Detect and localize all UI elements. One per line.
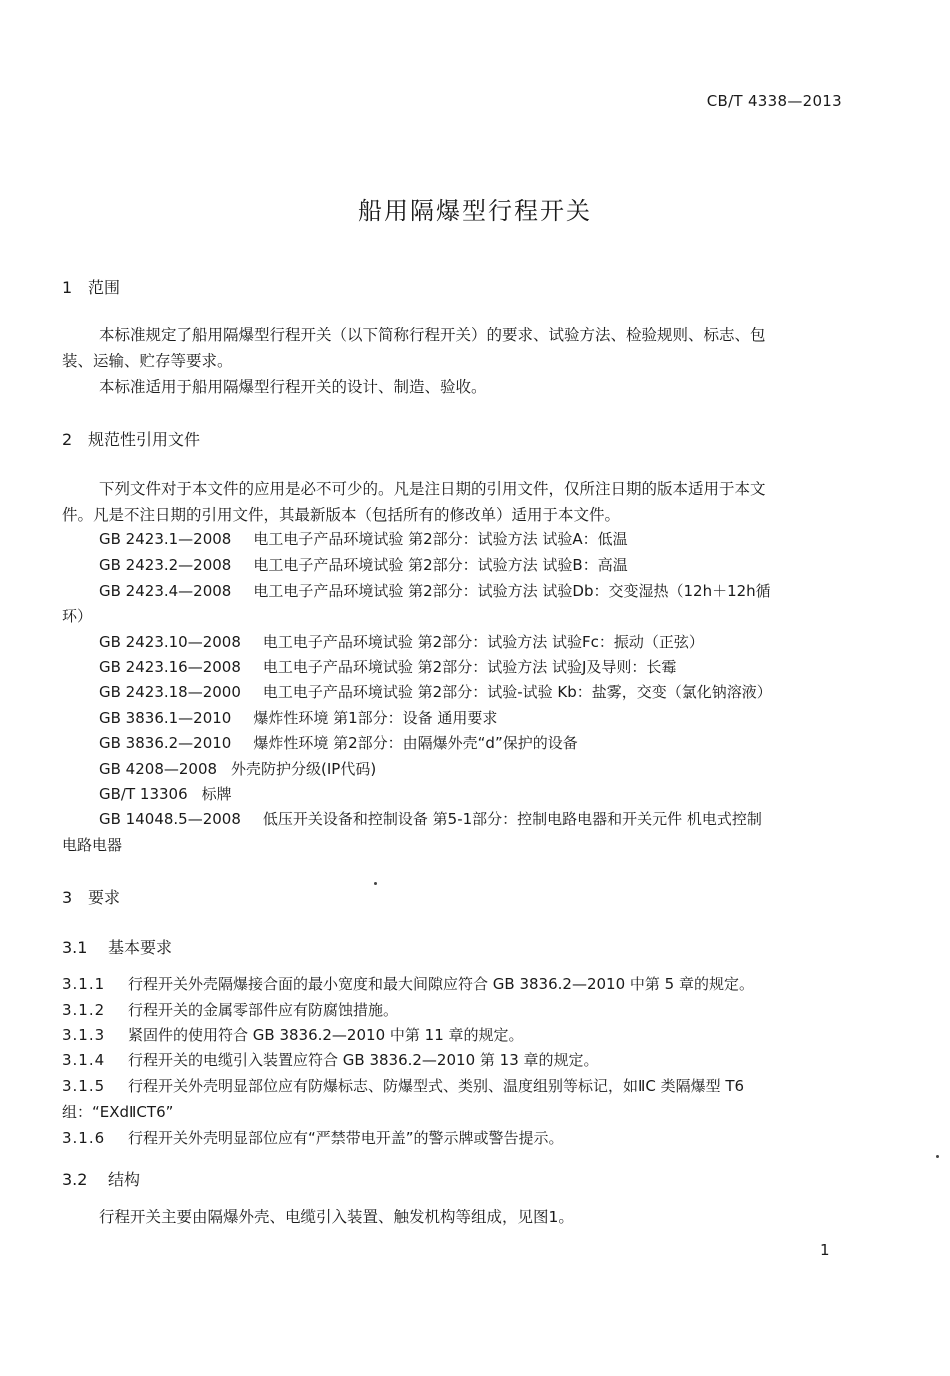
reference-item [99, 808, 762, 829]
reference-item [99, 528, 628, 549]
section-number: 1 [62, 278, 73, 297]
clause-number: 3.1.2 [62, 1001, 106, 1019]
reference-title: 低压开关设备和控制设备 第5-1部分：控制电路电器和开关元件 机电式控制 [262, 810, 762, 828]
clause-text: 行程开关外壳隔爆接合面的最小宽度和最大间隙应符合 GB 3836.2—2010 中第 5 章的规定。 [128, 975, 754, 993]
clause-continuation: 组：“EXdⅡCT6” [62, 1103, 174, 1121]
section-1-heading [62, 275, 120, 298]
scan-speck [936, 1155, 939, 1158]
reference-continuation: 电路电器 [62, 836, 123, 854]
reference-item [99, 656, 676, 677]
reference-item [99, 783, 232, 804]
paragraph-line: 装、运输、贮存等要求。 [62, 352, 233, 370]
clause-number: 3.1.3 [62, 1026, 106, 1044]
paragraph-line: 下列文件对于本文件的应用是必不可少的。凡是注日期的引用文件，仅所注日期的版本适用于本文 [99, 480, 766, 498]
reference-code: GB 2423.1—2008 [99, 530, 232, 548]
clause [62, 973, 754, 994]
reference-item [99, 681, 772, 702]
reference-title: 爆炸性环境 第2部分：由隔爆外壳“d”保护的设备 [253, 734, 578, 752]
clause-number: 3.1.5 [62, 1077, 106, 1095]
clause-number: 3.1.6 [62, 1129, 106, 1147]
clause-text: 行程开关的金属零部件应有防腐蚀措施。 [128, 1001, 399, 1019]
reference-title: 电工电子产品环境试验 第2部分：试验方法 试验Fc：振动（正弦） [262, 633, 704, 651]
reference-item [99, 554, 628, 575]
reference-title: 电工电子产品环境试验 第2部分：试验-试验 Kb：盐雾，交变（氯化钠溶液） [262, 683, 772, 701]
reference-item [99, 580, 771, 601]
section-title: 范围 [88, 278, 121, 297]
clause-text: 行程开关的电缆引入装置应符合 GB 3836.2—2010 第 13 章的规定。 [128, 1051, 599, 1069]
reference-title: 电工电子产品环境试验 第2部分：试验方法 试验Db：交变湿热（12h＋12h循 [253, 582, 771, 600]
section-title: 要求 [88, 888, 121, 907]
section-number: 3 [62, 888, 73, 907]
reference-code: GB 2423.4—2008 [99, 582, 232, 600]
paragraph-line: 本标准规定了船用隔爆型行程开关（以下简称行程开关）的要求、试验方法、检验规则、标志、包 [99, 326, 766, 344]
section-number: 2 [62, 430, 73, 449]
reference-code: GB 2423.10—2008 [99, 633, 241, 651]
clause-text: 行程开关外壳明显部位应有防爆标志、防爆型式、类别、温度组别等标记，如ⅡC 类隔爆型 T6 [128, 1077, 745, 1095]
reference-item [99, 732, 578, 753]
section-title: 结构 [108, 1170, 141, 1189]
section-number: 3.2 [62, 1170, 88, 1189]
reference-title: 爆炸性环境 第1部分：设备 通用要求 [253, 709, 498, 727]
paragraph-line: 本标准适用于船用隔爆型行程开关的设计、制造、验收。 [99, 378, 487, 396]
clause [62, 1075, 744, 1096]
reference-item [99, 631, 704, 652]
reference-title: 电工电子产品环境试验 第2部分：试验方法 试验A：低温 [253, 530, 628, 548]
section-title: 规范性引用文件 [88, 430, 201, 449]
reference-code: GB 3836.2—2010 [99, 734, 232, 752]
reference-title: 电工电子产品环境试验 第2部分：试验方法 试验B：高温 [253, 556, 628, 574]
section-3-heading [62, 885, 120, 908]
reference-code: GB 2423.16—2008 [99, 658, 241, 676]
subsection-3-1-heading [62, 935, 172, 958]
scan-speck [374, 882, 377, 885]
reference-title: 电工电子产品环境试验 第2部分：试验方法 试验J及导则：长霉 [262, 658, 677, 676]
section-number: 3.1 [62, 938, 88, 957]
reference-code: GB 2423.2—2008 [99, 556, 232, 574]
subsection-3-2-heading [62, 1167, 140, 1190]
section-2-heading [62, 427, 200, 450]
clause [62, 1049, 599, 1070]
page-number: 1 [820, 1241, 830, 1259]
section-title: 基本要求 [108, 938, 173, 957]
reference-item [99, 758, 376, 779]
clause-number: 3.1.1 [62, 975, 106, 993]
reference-title: 标牌 [201, 785, 232, 803]
clause [62, 999, 398, 1020]
document-title: 船用隔爆型行程开关 [358, 197, 592, 225]
paragraph-line: 行程开关主要由隔爆外壳、电缆引入装置、触发机构等组成，见图1。 [99, 1208, 574, 1226]
clause [62, 1024, 524, 1045]
clause-text: 行程开关外壳明显部位应有“严禁带电开盖”的警示牌或警告提示。 [128, 1129, 564, 1147]
clause [62, 1127, 564, 1148]
reference-title: 外壳防护分级(IP代码) [231, 760, 377, 778]
reference-code: GB/T 13306 [99, 785, 188, 803]
reference-code: GB 2423.18—2000 [99, 683, 241, 701]
reference-code: GB 3836.1—2010 [99, 709, 232, 727]
standard-code: CB/T 4338—2013 [706, 92, 842, 110]
clause-text: 紧固件的使用符合 GB 3836.2—2010 中第 11 章的规定。 [128, 1026, 524, 1044]
reference-code: GB 4208—2008 [99, 760, 218, 778]
reference-continuation: 环） [62, 607, 93, 625]
reference-item [99, 707, 497, 728]
paragraph-line: 件。凡是不注日期的引用文件，其最新版本（包括所有的修改单）适用于本文件。 [62, 506, 621, 524]
clause-number: 3.1.4 [62, 1051, 106, 1069]
reference-code: GB 14048.5—2008 [99, 810, 241, 828]
